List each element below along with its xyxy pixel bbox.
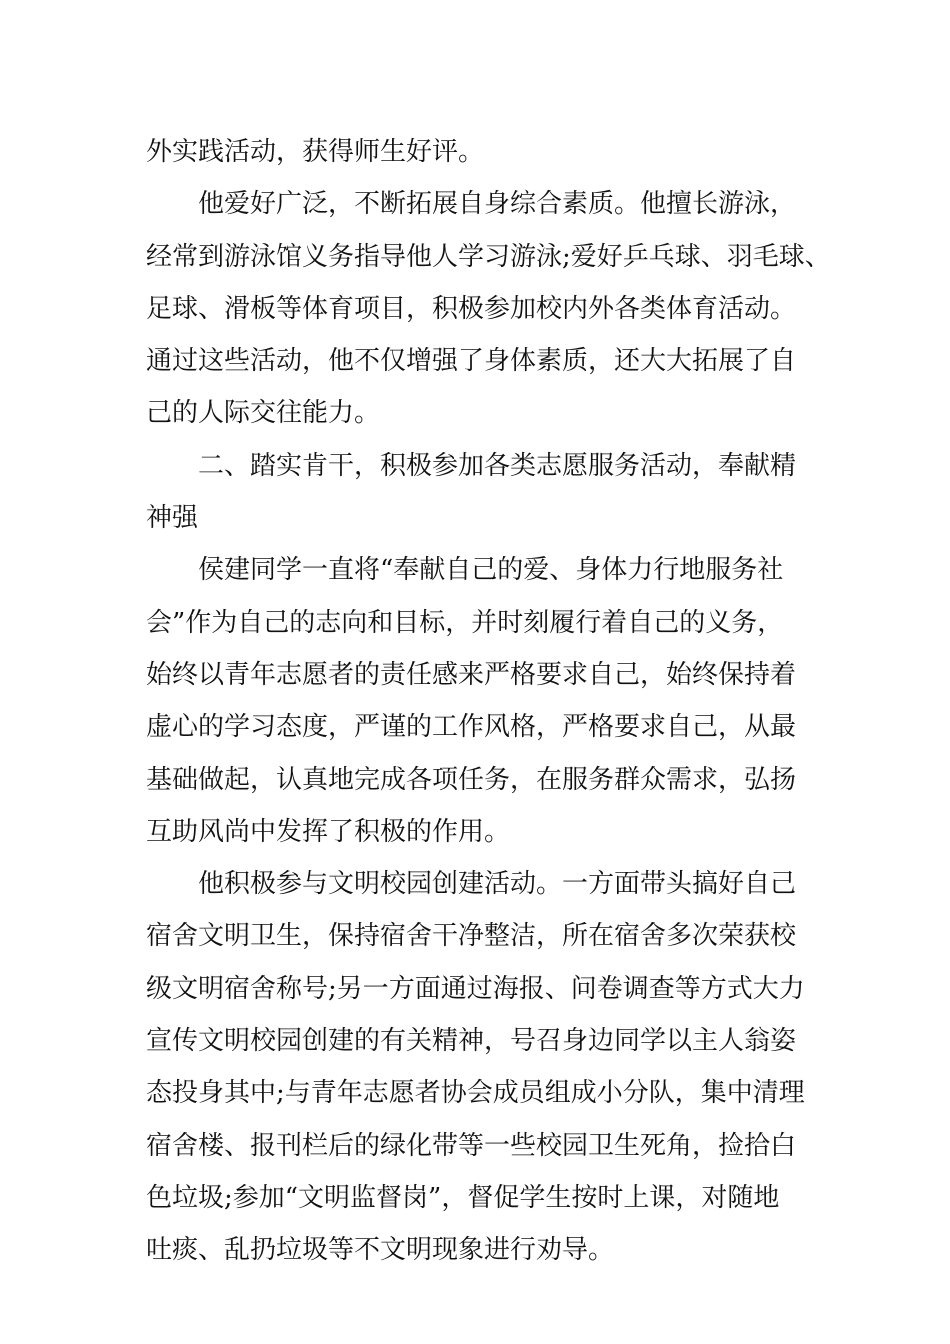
text-line: 侯建同学一直将“奉献自己的爱、身体力行地服务社 xyxy=(198,555,784,586)
text-line: 会”作为自己的志向和目标，并时刻履行着自己的义务， xyxy=(146,607,784,638)
text-line: 虚心的学习态度，严谨的工作风格，严格要求自己，从最 xyxy=(146,712,797,743)
text-line: 神强 xyxy=(146,503,199,534)
document-body xyxy=(146,126,831,1277)
text-line: 他积极参与文明校园创建活动。一方面带头搞好自己 xyxy=(198,869,797,900)
paragraph-1 xyxy=(146,126,826,178)
text-line: 宿舍文明卫生，保持宿舍干净整洁，所在宿舍多次荣获校 xyxy=(146,921,797,952)
text-line: 外实践活动，获得师生好评。 xyxy=(146,137,485,167)
paragraph-3 xyxy=(146,544,826,858)
text-line: 宣传文明校园创建的有关精神，号召身边同学以主人翁姿 xyxy=(146,1026,797,1057)
text-line: 态投身其中;与青年志愿者协会成员组成小分队，集中清理 xyxy=(146,1078,805,1109)
text-line: 二、踏实肯干，积极参加各类志愿服务活动，奉献精 xyxy=(198,450,797,481)
text-line: 互助风尚中发挥了积极的作用。 xyxy=(146,816,511,847)
text-line: 他爱好广泛，不断拓展自身综合素质。他擅长游泳， xyxy=(198,189,797,220)
text-line: 通过这些活动，他不仅增强了身体素质，还大大拓展了自 xyxy=(146,346,797,377)
text-line: 级文明宿舍称号;另一方面通过海报、问卷调查等方式大力 xyxy=(146,973,805,1004)
text-line: 吐痰、乱扔垃圾等不文明现象进行劝导。 xyxy=(146,1235,615,1266)
text-line: 己的人际交往能力。 xyxy=(146,398,381,429)
paragraph-4 xyxy=(146,858,826,1276)
text-line: 始终以青年志愿者的责任感来严格要求自己，始终保持着 xyxy=(146,659,797,690)
section-heading-2 xyxy=(146,440,826,545)
text-line: 足球、滑板等体育项目，积极参加校内外各类体育活动。 xyxy=(146,293,797,324)
paragraph-2 xyxy=(146,178,831,439)
text-line: 经常到游泳馆义务指导他人学习游泳;爱好乒乓球、羽毛球、 xyxy=(146,241,831,272)
text-line: 色垃圾;参加“文明监督岗”，督促学生按时上课，对随地 xyxy=(146,1182,780,1213)
text-line: 宿舍楼、报刊栏后的绿化带等一些校园卫生死角，捡拾白 xyxy=(146,1130,797,1161)
text-line: 基础做起，认真地完成各项任务，在服务群众需求，弘扬 xyxy=(146,764,797,795)
